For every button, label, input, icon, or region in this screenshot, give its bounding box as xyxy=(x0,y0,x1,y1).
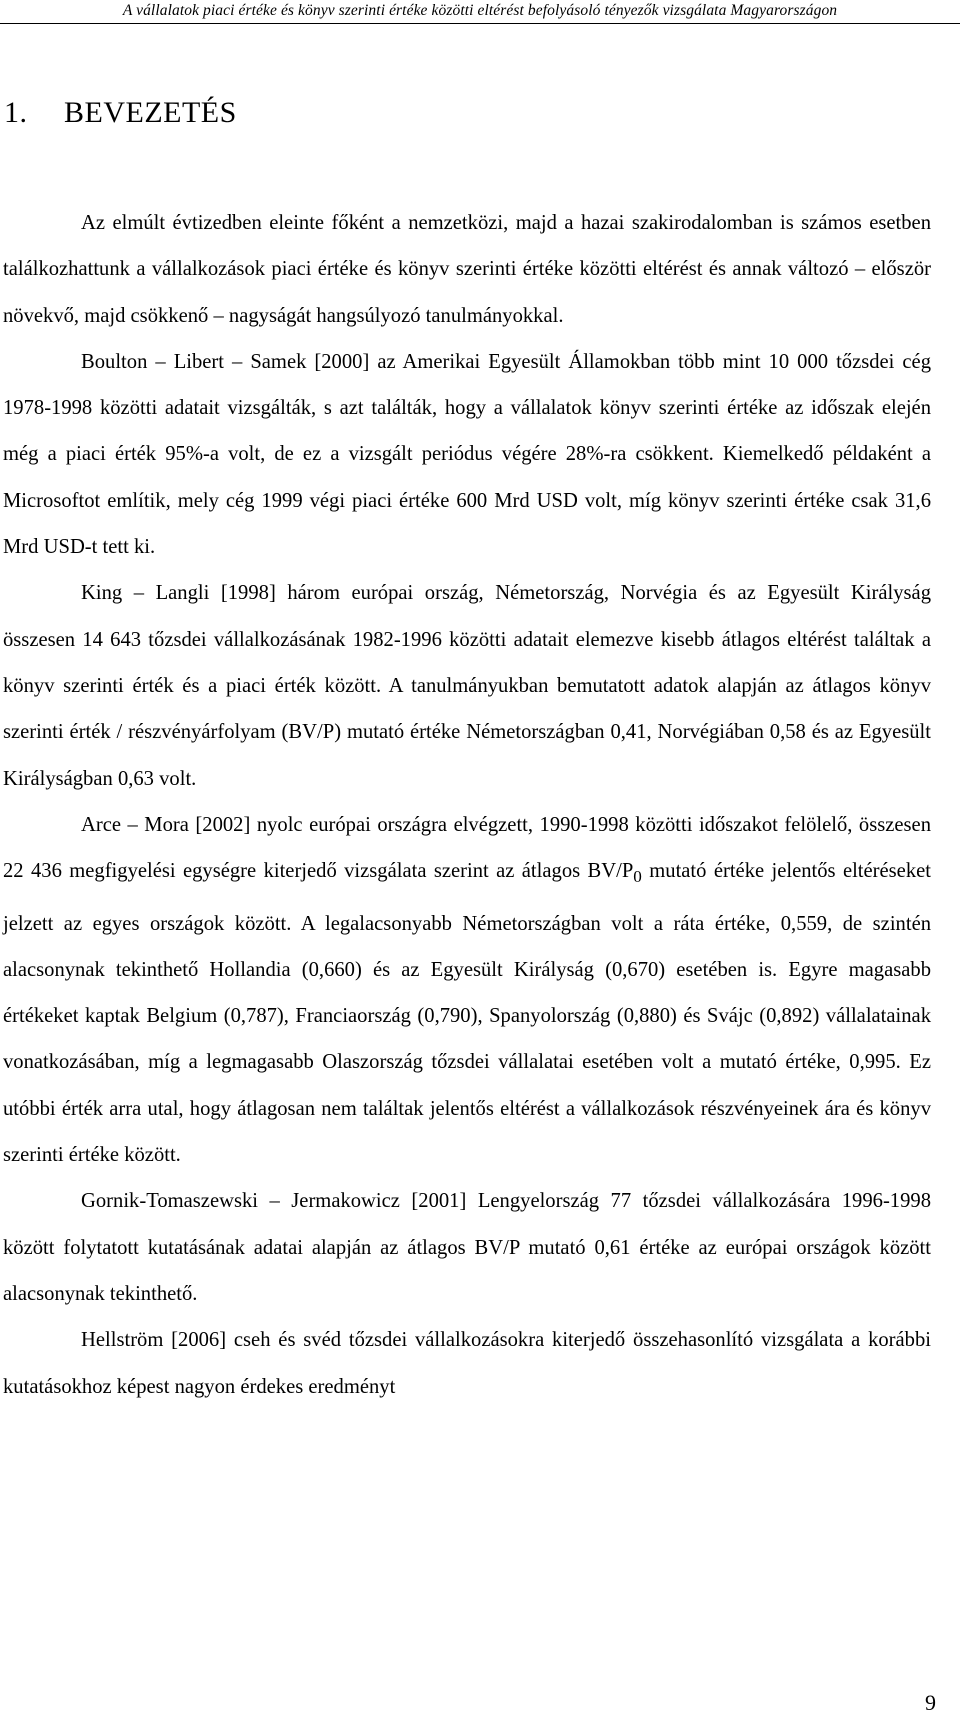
paragraph-boulton: Boulton – Libert – Samek [2000] az Amerikai Egyesült Államokban több mint 10 000 tőzsdei cég 1978-1998 közötti adatait vizsgálták, s azt találták, hogy a vállalatok könyv szerinti értéke az időszak elején még a piaci érték 95%-a volt, de ez a vizsgált periódus végére 28%-ra csökkent. Kiemelkedő példaként a Microsoftot említik, mely cég 1999 végi piaci értéke 600 Mrd USD volt, míg könyv szerinti értéke csak 31,6 Mrd USD-t tett ki. xyxy=(3,350,931,559)
section-title-text: BEVEZETÉS xyxy=(64,96,237,129)
section-number: 1. xyxy=(4,96,28,129)
bvp-subscript: 0 xyxy=(633,867,642,887)
paragraph-gornik: Gornik-Tomaszewski – Jermakowicz [2001] Lengyelország 77 tőzsdei vállalkozására 1996-1998 között folytatott kutatásának adatai alapján az átlagos BV/P mutató 0,61 értéke az európai országok között alacsonynak tekinthető. xyxy=(3,1190,931,1305)
paragraph-hellstrom: Hellström [2006] cseh és svéd tőzsdei vállalkozásokra kiterjedő összehasonlító vizsgálata a korábbi kutatásokhoz képest nagyon érdekes eredményt xyxy=(3,1329,931,1398)
page-number: 9 xyxy=(925,1690,936,1715)
paragraph-intro: Az elmúlt évtizedben eleinte főként a nemzetközi, majd a hazai szakirodalomban is számos esetben találkozhattunk a vállalkozások piaci értéke és könyv szerinti értéke közötti eltérést és annak változó – először növekvő, majd csökkenő – nagyságát hangsúlyozó tanulmányokkal. xyxy=(3,212,931,327)
paragraph-arce xyxy=(3,802,931,1178)
paragraph-arce-before: Arce – Mora [2002] nyolc európai országra elvégzett, 1990-1998 közötti időszakot felölelő, összesen 22 436 megfigyelési egységre kiterjedő vizsgálata szerint az átlagos BV/P xyxy=(3,813,931,883)
section-title xyxy=(4,96,237,130)
paragraph-arce-after: mutató értéke jelentős eltéréseket jelzett az egyes országok között. A legalacsonyabb Németországban volt a ráta értéke, 0,559, de szintén alacsonynak tekinthető Hollandia (0,660) és az Egyesült Királyság (0,670) esetében is. Egyre magasabb értékeket kaptak Belgium (0,787), Franciaország (0,790), Spanyolország (0,880) és Svájc (0,892) vállalatainak vonatkozásában, míg a legmagasabb Olaszország tőzsdei vállalatai esetében volt a mutató értéke, 0,995. Ez utóbbi érték arra utal, hogy átlagosan nem találtak jelentős eltérést a vállalkozások részvényeinek ára és könyv szerinti értéke között. xyxy=(3,860,931,1167)
body-text xyxy=(3,200,931,1410)
paragraph-king: King – Langli [1998] három európai ország, Németország, Norvégia és az Egyesült Királyság összesen 14 643 tőzsdei vállalkozásának 1982-1996 közötti adatait elemezve kisebb átlagos eltérést találtak a könyv szerinti érték és a piaci érték között. A tanulmányukban bemutatott adatok alapján az átlagos könyv szerinti érték / részvényárfolyam (BV/P) mutató értéke Németországban 0,41, Norvégiában 0,58 és az Egyesült Királyságban 0,63 volt. xyxy=(3,582,931,790)
running-header: A vállalatok piaci értéke és könyv szerinti értéke közötti eltérést befolyásoló tényezők vizsgálata Magyarországon xyxy=(0,2,960,24)
